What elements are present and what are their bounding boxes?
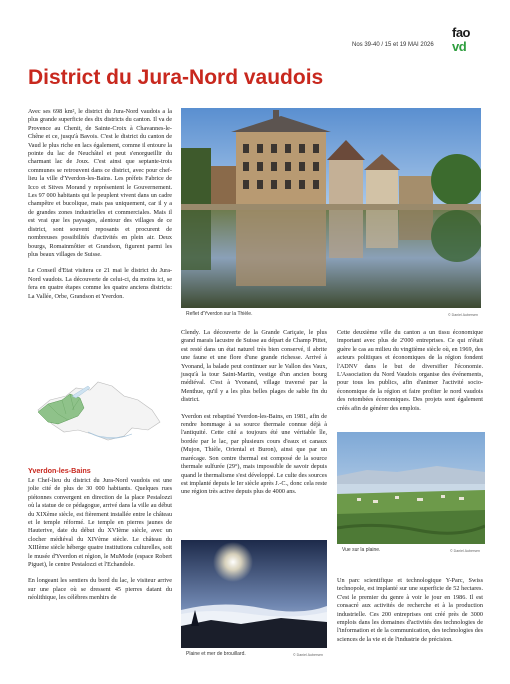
economy-paragraph: Cette deuxième ville du canton a un tissu économique important avec plus de 2'000 entreprises. Ce qui n'était guère le cas au milieu du vingtième siècle où, en 1969, des acteurs politiques et économiques de la région fondent l'ADNV dans le but de diversifier l'économie. L'Association du Nord Vaudois organise des événements, pour tous les publics, afin d'animer l'activité socio-économique de la région et faire profiter le nord vaudois des retombées économiques. Des projets sont également créés afin de générer des emplois. (337, 329, 483, 412)
technopole-paragraph: Un parc scientifique et technologique Y-Parc, Swiss technopole, est implanté sur une superficie de 52 hectares. C'est le premier du genre à voir le jour en 1986. Il est consacré aux activités de recherche et à la production industrielle. Ces 200 entreprises ont créé près de 3000 emplois dans les domaines d'activités des technologies de l'information et de la communication, des technologies des sciences de la vie et de l'industrie de précision. (337, 577, 483, 643)
thermal-paragraph: Yverdon est rebaptisé Yverdon-les-Bains, en 1981, afin de rendre hommage à sa source thermale connue déjà à l'antiquité. Cette cité a toujours été une véritable île, bordée par le lac, par plusieurs cours d'eaux et canaux (Mujon, Thièle, Oriental et Buron), ainsi que par un marécage. Son centre thermal est composé de la source thermale sulfurée (29°), mais impossible de savoir depuis quand le thermalisme s'est développé. Le culte des sources est implanté depuis le Ier siècle après J.-C., donc cela reste une région très active depuis plus de 4000 ans. (181, 412, 327, 496)
column-3-top (337, 329, 483, 421)
logo-bottom-text: vd (452, 39, 467, 54)
photo-yverdon-reflection (181, 108, 481, 308)
column-1-top (28, 108, 172, 309)
visit-paragraph: Le Conseil d'Etat visitera ce 21 mai le district du Jura-Nord vaudois. La découverte de celui-ci, du moins ici, se fera en quatre étapes comme les quatre anciens districts: La Vallée, Orbe, Grandson et Yverdon. (28, 267, 172, 300)
plain-photo-credit: © Daniel Aubersen (450, 549, 481, 553)
plain-view-image (337, 432, 485, 544)
yverdon-reflection-image (181, 108, 481, 308)
map-svg (28, 370, 178, 450)
issue-number: Nos 39-40 / 15 et 19 MAI 2026 (352, 42, 434, 48)
photo-plain-view (337, 432, 485, 544)
column-3-bottom (337, 577, 483, 652)
clendy-paragraph: Clendy. La découverte de la Grande Cariçaie, le plus grand marais lacustre de Suisse au départ de Champ Pittet, est resté dans un état naturel très bien conservé, il abrite une faune et une flore d'une grande richesse. Arrivé à Yvonand, la balade peut continuer sur le Vallon des Vaux, jusqu'à la tour Saint-Martin, vestige d'un ancien bourg médiéval. C'est à Yvonand, village traversé par la Menthue, qu'il y a les plus belles plages de sable fin du district. (181, 329, 327, 404)
fog-plain-image (181, 540, 327, 648)
photo-fog-plain (181, 540, 327, 648)
fao-logo (452, 26, 486, 56)
yverdon-paragraph: Le Chef-lieu du district du Jura-Nord vaudois est une jolie cité de plus de 30 000 habitants. Quelques rues piétonnes convergent en direction de la place Pestalozzi où la statue de ce pédagogue, arrivé dans la ville au début du XIXème siècle, est fièrement installée entre le château et le temple réformé. Le temple en pierres jaunes de Hauterive, date du début du XVIème siècle, avec un clocher médiéval du XIVème siècle. Le château du XIIIème siècle héberge quatre institutions culturelles, soit le musée d'Yverdon et région, le MuMode (espace Robert Piguet), le centre Pestalozzi et l'Echandole. (28, 477, 172, 569)
main-photo-credit: © Daniel Aubersen (448, 313, 479, 317)
fog-photo-caption: Plaine et mer de brouillard. (186, 651, 246, 657)
page-title: District du Jura-Nord vaudois (28, 66, 324, 89)
district-map (28, 370, 178, 450)
column-1-bottom (28, 477, 172, 611)
plain-photo-caption: Vue sur la plaine. (342, 547, 381, 553)
lake-paragraph: En longeant les sentiers du bord du lac, le visiteur arrive sur une place où se dressent 45 pierres datant du néolithique, les célèbres menhirs de (28, 577, 172, 602)
fog-photo-credit: © Daniel Aubersen (293, 653, 324, 657)
logo-top-text: fao (452, 25, 470, 40)
main-photo-caption: Reflet d'Yverdon sur la Thièle. (186, 311, 253, 317)
column-2 (181, 329, 327, 505)
section-heading-yverdon: Yverdon-les-Bains (28, 466, 91, 475)
intro-paragraph: Avec ses 698 km², le district du Jura-Nord vaudois a la plus grande superficie des dix districts du canton. Il va de Provence au Chenit, de Sainte-Croix à Chavannes-le-Chêne et ce, jusqu'à Bavois. C'est le district du canton de Vaud le plus riche en lacs également, comme il entoure la pointe du lac de Neuchâtel et peut s'enorgueillir du charmant lac de Joux. C'est ainsi que septante-trois communes se retrouvent dans ce district, avec pour chef-lieu la ville d'Yverdon-les-Bains. Les préfets Fabrice de Icco et Sitves Morand y représentent le Gouvernement. Les 97 000 habitants qui le peuplent vivent dans un cadre champêtre et bucolique, mais pas uniquement, car il y a de grandes zones industrielles et commerciales. Mais il est vrai que les paysages, alentour des villages de ce district, sont souvent reposants et procurent de nombreuses possibilités d'activités en plein air. Deux bourgs, Romainmôtier et Grandson, figurent parmi les plus beaux villages de Suisse. (28, 108, 172, 258)
